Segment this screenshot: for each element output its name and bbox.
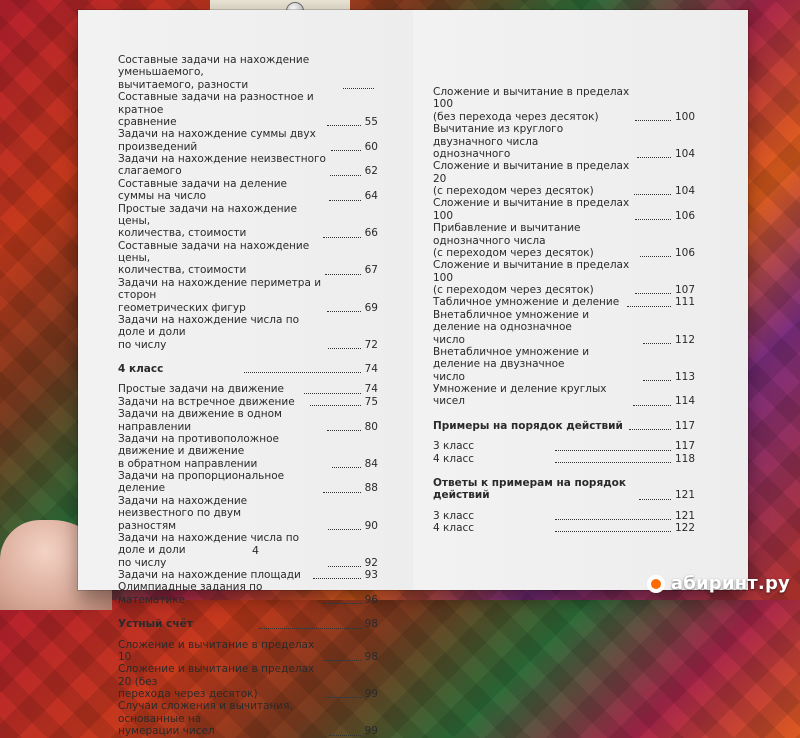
toc-entry-page: 106 xyxy=(674,246,695,259)
leader-dots xyxy=(329,200,361,201)
toc-section-page: 98 xyxy=(364,618,378,631)
toc-entry-text: Задачи на нахождение суммы двух произведений xyxy=(118,128,316,153)
leader-dots xyxy=(244,372,361,373)
toc-entry-text: Простые задачи на движение xyxy=(118,383,285,396)
toc-entry xyxy=(118,700,378,737)
toc-entry-text: 4 класс xyxy=(433,522,475,534)
leader-dots xyxy=(634,194,671,195)
toc-entry-text: Умножение и деление круглых чисел xyxy=(433,383,607,408)
toc-entry xyxy=(118,91,378,128)
toc-entry-text: Задачи на встречное движение xyxy=(118,395,295,408)
toc-entry-text: Прибавление и вычитание однозначного числа (с переходом через десяток) xyxy=(433,222,594,259)
toc-entry-text: Задачи на движение в одном направлении xyxy=(118,408,282,433)
toc-entry-text: Составные задачи на деление суммы на число xyxy=(118,177,287,203)
toc-entry xyxy=(118,569,378,581)
toc-entry-text: Внетабличное умножение и деление на однозначное число xyxy=(433,308,590,346)
left-toc xyxy=(118,54,378,738)
toc-section-page: 117 xyxy=(674,419,695,432)
leader-dots xyxy=(643,343,671,344)
spacer xyxy=(433,465,695,477)
leader-dots xyxy=(327,311,361,312)
leader-dots xyxy=(332,467,361,468)
toc-entry xyxy=(118,495,378,532)
toc-entry xyxy=(433,440,695,452)
toc-entry-page: 106 xyxy=(674,209,695,222)
toc-entry-page: 66 xyxy=(364,227,378,240)
toc-entry xyxy=(118,178,378,203)
logo-icon xyxy=(647,575,665,593)
toc-entry-page: 100 xyxy=(674,110,695,123)
toc-entry xyxy=(433,259,695,296)
leader-dots xyxy=(328,529,360,530)
toc-entry xyxy=(433,453,695,465)
leader-dots xyxy=(323,492,360,493)
spacer xyxy=(118,375,378,383)
toc-entry-text: Олимпиадные задания по математике xyxy=(118,581,263,606)
leader-dots xyxy=(327,430,361,431)
toc-entry-page: 55 xyxy=(364,115,378,128)
leader-dots xyxy=(635,293,671,294)
toc-entry xyxy=(118,470,378,495)
leader-dots xyxy=(640,256,671,257)
toc-entry-page: 67 xyxy=(364,264,378,277)
toc-entry-page: 118 xyxy=(674,452,696,465)
toc-section xyxy=(433,420,695,432)
toc-entry-text: Составные задачи на нахождение цены, количества, стоимости xyxy=(118,239,310,277)
toc-entry xyxy=(118,277,378,314)
toc-entry xyxy=(433,123,695,160)
toc-entry-text: Задачи на нахождение площади xyxy=(118,569,301,581)
leader-dots xyxy=(637,157,671,158)
leader-dots xyxy=(555,531,671,532)
left-page xyxy=(78,10,413,738)
page-number: 4 xyxy=(252,544,259,557)
toc-entry xyxy=(433,160,695,197)
leader-dots xyxy=(313,578,361,579)
toc-entry xyxy=(118,153,378,178)
toc-entry xyxy=(433,383,695,408)
toc-entry-text: Задачи на нахождение числа по доле и доли по числу xyxy=(118,313,300,351)
open-book xyxy=(78,10,748,738)
toc-entry-page: 107 xyxy=(674,284,695,296)
toc-entry xyxy=(118,314,378,351)
toc-entry xyxy=(118,54,378,91)
toc-entry-text: 3 класс xyxy=(433,440,475,453)
toc-entry-page: 96 xyxy=(364,593,378,606)
leader-dots xyxy=(331,150,361,151)
toc-entry-text: Вычитание из круглого двузначного числа однозначного xyxy=(433,123,564,160)
leader-dots xyxy=(629,429,671,430)
toc-entry xyxy=(118,663,378,700)
leader-dots xyxy=(555,462,671,463)
toc-entry-text: Задачи на пропорциональное деление xyxy=(118,470,285,495)
toc-entry-text: Сложение и вычитание в пределах 20 (без перехода через десяток) xyxy=(118,663,315,700)
leader-dots xyxy=(555,519,671,520)
toc-entry-text: 3 класс xyxy=(433,509,475,522)
toc-entry-text: Табличное умножение и деление xyxy=(433,296,620,309)
watermark xyxy=(647,573,790,594)
toc-entry xyxy=(433,222,695,259)
toc-entry xyxy=(118,383,378,395)
toc-entry-page: 99 xyxy=(364,725,378,738)
toc-entry-text: Сложение и вычитание в пределах 20 (с переходом через десяток) xyxy=(433,160,630,197)
toc-entry xyxy=(433,86,695,123)
toc-entry-text: Составные задачи на нахождение уменьшаемого, вычитаемого, разности xyxy=(118,54,310,91)
toc-entry xyxy=(118,581,378,606)
toc-entry xyxy=(118,433,378,470)
toc-entry xyxy=(118,128,378,153)
toc-entry-page: 60 xyxy=(364,140,378,153)
toc-section-page: 74 xyxy=(364,363,378,375)
toc-entry-text: Случаи сложения и вычитания, основанные на нумерации чисел xyxy=(118,700,293,738)
toc-section xyxy=(118,618,378,630)
leader-dots xyxy=(343,88,374,89)
toc-entry-page: 122 xyxy=(674,522,696,534)
toc-section-label: Примеры на порядок действий xyxy=(433,419,623,432)
toc-section-page: 121 xyxy=(674,489,695,502)
toc-section xyxy=(433,477,695,502)
leader-dots xyxy=(323,660,361,661)
leader-dots xyxy=(627,306,671,307)
toc-entry-text: Составные задачи на разностное и кратное сравнение xyxy=(118,91,314,128)
toc-entry-page: 117 xyxy=(674,440,696,453)
leader-dots xyxy=(328,348,361,349)
toc-entry-text: Сложение и вычитание в пределах 10 xyxy=(118,638,315,663)
leader-dots xyxy=(326,697,360,698)
toc-entry xyxy=(433,346,695,383)
toc-entry-text: Внетабличное умножение и деление на двузначное число xyxy=(433,345,590,383)
leader-dots xyxy=(639,499,671,500)
toc-entry-page: 90 xyxy=(364,519,378,532)
leader-dots xyxy=(643,380,671,381)
leader-dots xyxy=(330,175,360,176)
toc-entry-page: 74 xyxy=(364,383,378,396)
toc-entry-text: Задачи на нахождение числа по доле и доли по числу xyxy=(118,531,300,569)
toc-entry-page: 84 xyxy=(364,457,378,470)
toc-section xyxy=(118,363,378,375)
toc-entry-page: 112 xyxy=(674,333,695,346)
leader-dots xyxy=(310,405,361,406)
toc-entry-page: 98 xyxy=(364,650,378,663)
toc-entry xyxy=(118,396,378,408)
right-toc xyxy=(433,86,695,534)
toc-entry xyxy=(118,532,378,569)
toc-section-label: Ответы к примерам на порядок действий xyxy=(433,476,627,502)
toc-entry-page: 80 xyxy=(364,420,378,433)
toc-entry-page: 104 xyxy=(674,147,695,160)
toc-entry-text: Задачи на нахождение неизвестного слагаемого xyxy=(118,153,326,178)
toc-entry-page: 114 xyxy=(674,395,695,408)
toc-entry xyxy=(118,408,378,433)
toc-entry-page: 69 xyxy=(364,301,378,314)
leader-dots xyxy=(635,219,671,220)
spacer xyxy=(118,606,378,618)
toc-entry-page: 111 xyxy=(674,296,696,309)
toc-entry-page: 64 xyxy=(364,190,378,203)
toc-entry xyxy=(433,309,695,346)
leader-dots xyxy=(325,274,361,275)
toc-entry xyxy=(118,240,378,277)
toc-section-label: Устный счёт xyxy=(118,618,193,631)
toc-entry-text: Сложение и вычитание в пределах 100 (без перехода через десяток) xyxy=(433,86,630,123)
toc-entry-page: 88 xyxy=(364,482,378,495)
toc-entry-text: Задачи на противоположное движение и движение в обратном направлении xyxy=(118,432,280,470)
toc-entry xyxy=(433,522,695,534)
spacer xyxy=(433,502,695,510)
toc-entry-page: 75 xyxy=(364,395,379,408)
toc-entry xyxy=(118,203,378,240)
leader-dots xyxy=(555,450,671,451)
watermark-text: абиринт.ру xyxy=(670,573,790,594)
leader-dots xyxy=(323,603,360,604)
leader-dots xyxy=(635,120,671,121)
toc-entry-text: Сложение и вычитание в пределах 100 xyxy=(433,197,630,222)
toc-entry-text: Задачи на нахождение неизвестного по двум разностям xyxy=(118,494,248,532)
toc-entry-page: 104 xyxy=(674,185,695,197)
toc-entry-page: 62 xyxy=(364,165,378,178)
toc-entry xyxy=(118,639,378,664)
toc-entry-text: Простые задачи на нахождение цены, количества, стоимости xyxy=(118,202,297,240)
spacer xyxy=(118,631,378,639)
toc-entry xyxy=(433,296,695,308)
toc-entry-page: 99 xyxy=(364,688,378,700)
toc-entry-text: 4 класс xyxy=(433,452,475,465)
spacer xyxy=(433,432,695,440)
toc-entry-page: 72 xyxy=(364,338,378,351)
leader-dots xyxy=(328,566,361,567)
toc-section-label: 4 класс xyxy=(118,363,164,375)
toc-entry-page: 93 xyxy=(364,569,378,581)
toc-entry-page: 113 xyxy=(674,370,695,383)
toc-entry-text: Задачи на нахождение периметра и сторон геометрических фигур xyxy=(118,276,322,314)
toc-entry-page: 121 xyxy=(674,509,696,522)
leader-dots xyxy=(323,237,361,238)
toc-entry xyxy=(433,510,695,522)
right-page xyxy=(413,10,748,590)
spacer xyxy=(433,408,695,420)
leader-dots xyxy=(329,735,361,736)
leader-dots xyxy=(304,393,360,394)
leader-dots xyxy=(327,125,361,126)
leader-dots xyxy=(633,405,671,406)
spacer xyxy=(118,351,378,363)
toc-entry-page: 92 xyxy=(364,556,378,569)
toc-entry-text: Сложение и вычитание в пределах 100 (с переходом через десяток) xyxy=(433,259,630,296)
toc-entry xyxy=(433,197,695,222)
leader-dots xyxy=(259,628,361,629)
